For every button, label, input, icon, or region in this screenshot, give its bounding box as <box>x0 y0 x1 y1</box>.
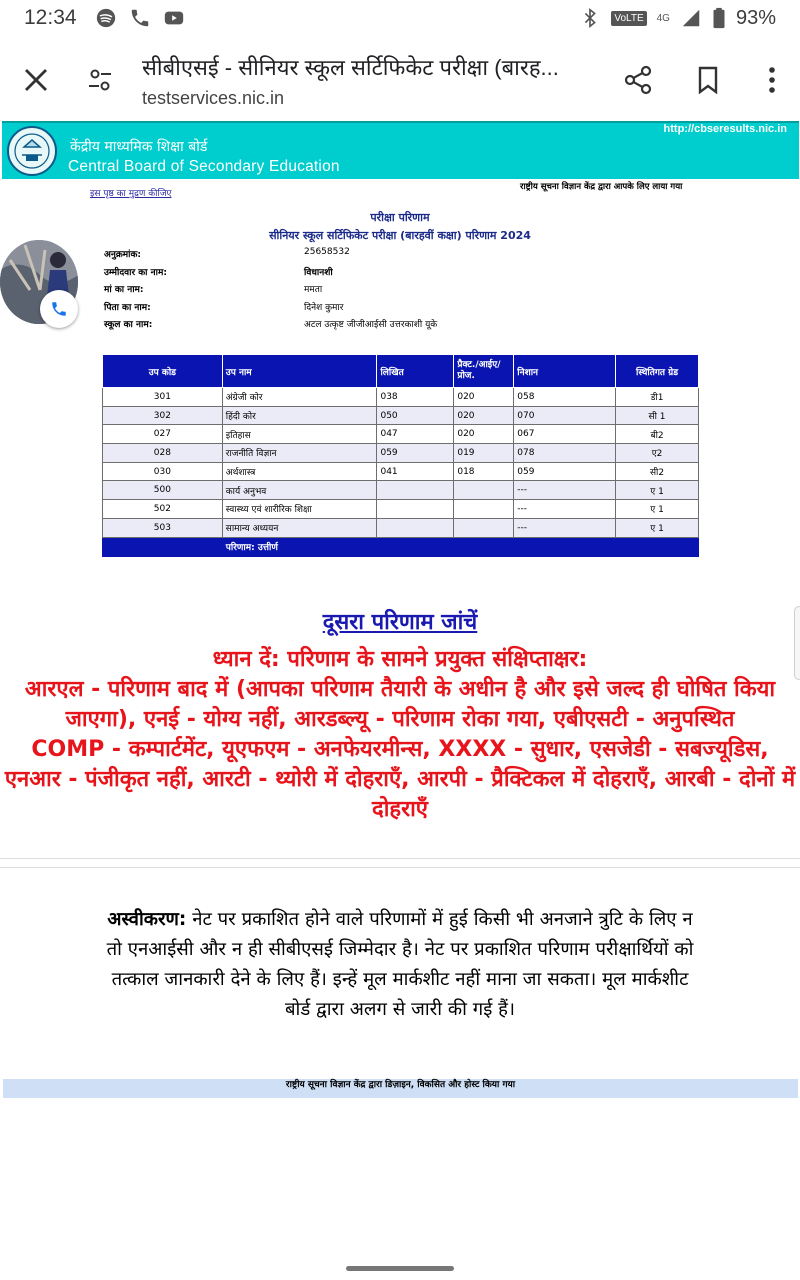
spotify-icon <box>95 7 117 29</box>
network-type: 4G <box>656 12 670 24</box>
call-button[interactable] <box>40 290 78 328</box>
abbreviation-notice <box>4 645 796 825</box>
volte-badge: VoLTE <box>611 11 646 26</box>
close-button[interactable] <box>14 58 58 102</box>
page-url: testservices.nic.in <box>142 87 285 108</box>
disclaimer <box>100 905 700 1025</box>
disclaimer-label: अस्वीकरण: <box>107 909 187 930</box>
table-row: 503 सामान्य अध्ययन --- ए 1 <box>103 518 699 537</box>
section-divider <box>0 858 800 868</box>
page-title: सीबीएसई - सीनियर स्कूल सर्टिफिकेट परीक्षा (बारह... <box>142 54 559 80</box>
tune-icon <box>87 67 113 93</box>
result-status: परिणाम: उत्तीर्ण <box>222 537 698 556</box>
table-row: 030 अर्थशास्त्र 041 018 059 सी2 <box>103 462 699 481</box>
phone-icon <box>50 300 68 318</box>
more-vert-icon <box>768 67 776 93</box>
table-row: 500 कार्य अनुभव --- ए 1 <box>103 481 699 500</box>
signal-icon <box>680 7 702 29</box>
col-practical: प्रैक्ट./आईए/प्रोज. <box>454 355 514 388</box>
notice-heading: ध्यान दें: परिणाम के सामने प्रयुक्त संक्षिप्ताक्षर: <box>212 647 588 672</box>
bookmark-icon <box>697 66 719 94</box>
col-marks: निशान <box>514 355 616 388</box>
result-row <box>103 537 699 556</box>
board-name-hindi: केंद्रीय माध्यमिक शिक्षा बोर्ड <box>70 139 208 155</box>
nic-credit-top: राष्ट्रीय सूचना विज्ञान केंद्र द्वारा आपके लिए लाया गया <box>520 182 683 192</box>
site-settings-button[interactable] <box>78 58 122 102</box>
print-page-link[interactable]: इस पृष्ठ का मुद्रण कीजिए <box>90 189 172 199</box>
battery-icon <box>712 7 726 29</box>
notice-line-1: आरएल - परिणाम बाद में (आपका परिणाम तैयारी के अधीन है और इसे जल्द ही घोषित किया जाएगा), एनई - योग्य नहीं, आरडब्ल्यू - परिणाम रोका गया, एबीएसटी - अनुपस्थित <box>24 677 776 732</box>
board-name-english: Central Board of Secondary Education <box>68 158 340 175</box>
table-row: 302 हिंदी कोर 050 020 070 सी 1 <box>103 406 699 425</box>
cbse-header-banner <box>2 121 799 179</box>
phone-status-icon <box>129 7 151 29</box>
col-theory: लिखित <box>377 355 454 388</box>
youtube-icon <box>163 7 185 29</box>
results-site-link[interactable]: http://cbseresults.nic.in <box>663 123 787 135</box>
col-sub-code: उप कोड <box>103 355 223 388</box>
battery-percent: 93% <box>735 6 776 29</box>
table-row: 301 अंग्रेजी कोर 038 020 058 डी1 <box>103 388 699 407</box>
result-subheading: सीनियर स्कूल सर्टिफिकेट परीक्षा (बारहवीं कक्षा) परिणाम 2024 <box>269 229 531 242</box>
bookmark-button[interactable] <box>686 58 730 102</box>
col-sub-name: उप नाम <box>222 355 377 388</box>
table-row: 027 इतिहास 047 020 067 बी2 <box>103 425 699 444</box>
edge-scroll-handle[interactable] <box>794 606 800 680</box>
status-time: 12:34 <box>24 6 77 29</box>
close-icon <box>23 67 49 93</box>
url-box[interactable] <box>142 52 602 109</box>
more-options-button[interactable] <box>750 58 794 102</box>
share-icon <box>623 65 653 95</box>
browser-toolbar <box>0 40 800 120</box>
marks-table-header <box>103 355 699 388</box>
marks-table <box>102 354 699 557</box>
status-bar <box>0 0 800 36</box>
table-row: 502 स्वास्थ्य एवं शारीरिक शिक्षा --- ए 1 <box>103 500 699 519</box>
result-heading: परीक्षा परिणाम <box>370 211 430 224</box>
notice-line-2: COMP - कम्पार्टमेंट, यूएफएम - अनफेयरमीन्स, XXXX - सुधार, एसजेडी - सबज्यूडिस, एनआर - पंजीकृत नहीं, आरटी - थ्योरी में दोहराएँ, आरपी - प्रैक्टिकल में दोहराएँ, आरबी - दोनों में दोहराएँ <box>4 737 796 822</box>
footer-credit: राष्ट्रीय सूचना विज्ञान केंद्र द्वारा डिज़ाइन, विकसित और होस्ट किया गया <box>3 1079 798 1098</box>
col-grade: स्थितिगत ग्रेड <box>616 355 699 388</box>
disclaimer-text: नेट पर प्रकाशित होने वाले परिणामों में हुई किसी भी अनजाने त्रुटि के लिए न तो एनआईसी और न ही सीबीएसई जिम्मेदार है। नेट पर प्रकाशित परिणाम परीक्षार्थियों को तत्काल जानकारी देने के लिए हैं। इन्हें मूल मार्कशीट नहीं माना जा सकता। मूल मार्कशीट बोर्ड द्वारा अलग से जारी की गई हैं। <box>106 909 694 1020</box>
cbse-logo-icon <box>6 125 58 177</box>
share-button[interactable] <box>616 58 660 102</box>
check-other-result-link[interactable]: दूसरा परिणाम जांचें <box>322 610 478 635</box>
gesture-nav-bar[interactable] <box>346 1266 454 1271</box>
bluetooth-icon <box>579 7 601 29</box>
table-row: 028 राजनीति विज्ञान 059 019 078 ए2 <box>103 444 699 463</box>
